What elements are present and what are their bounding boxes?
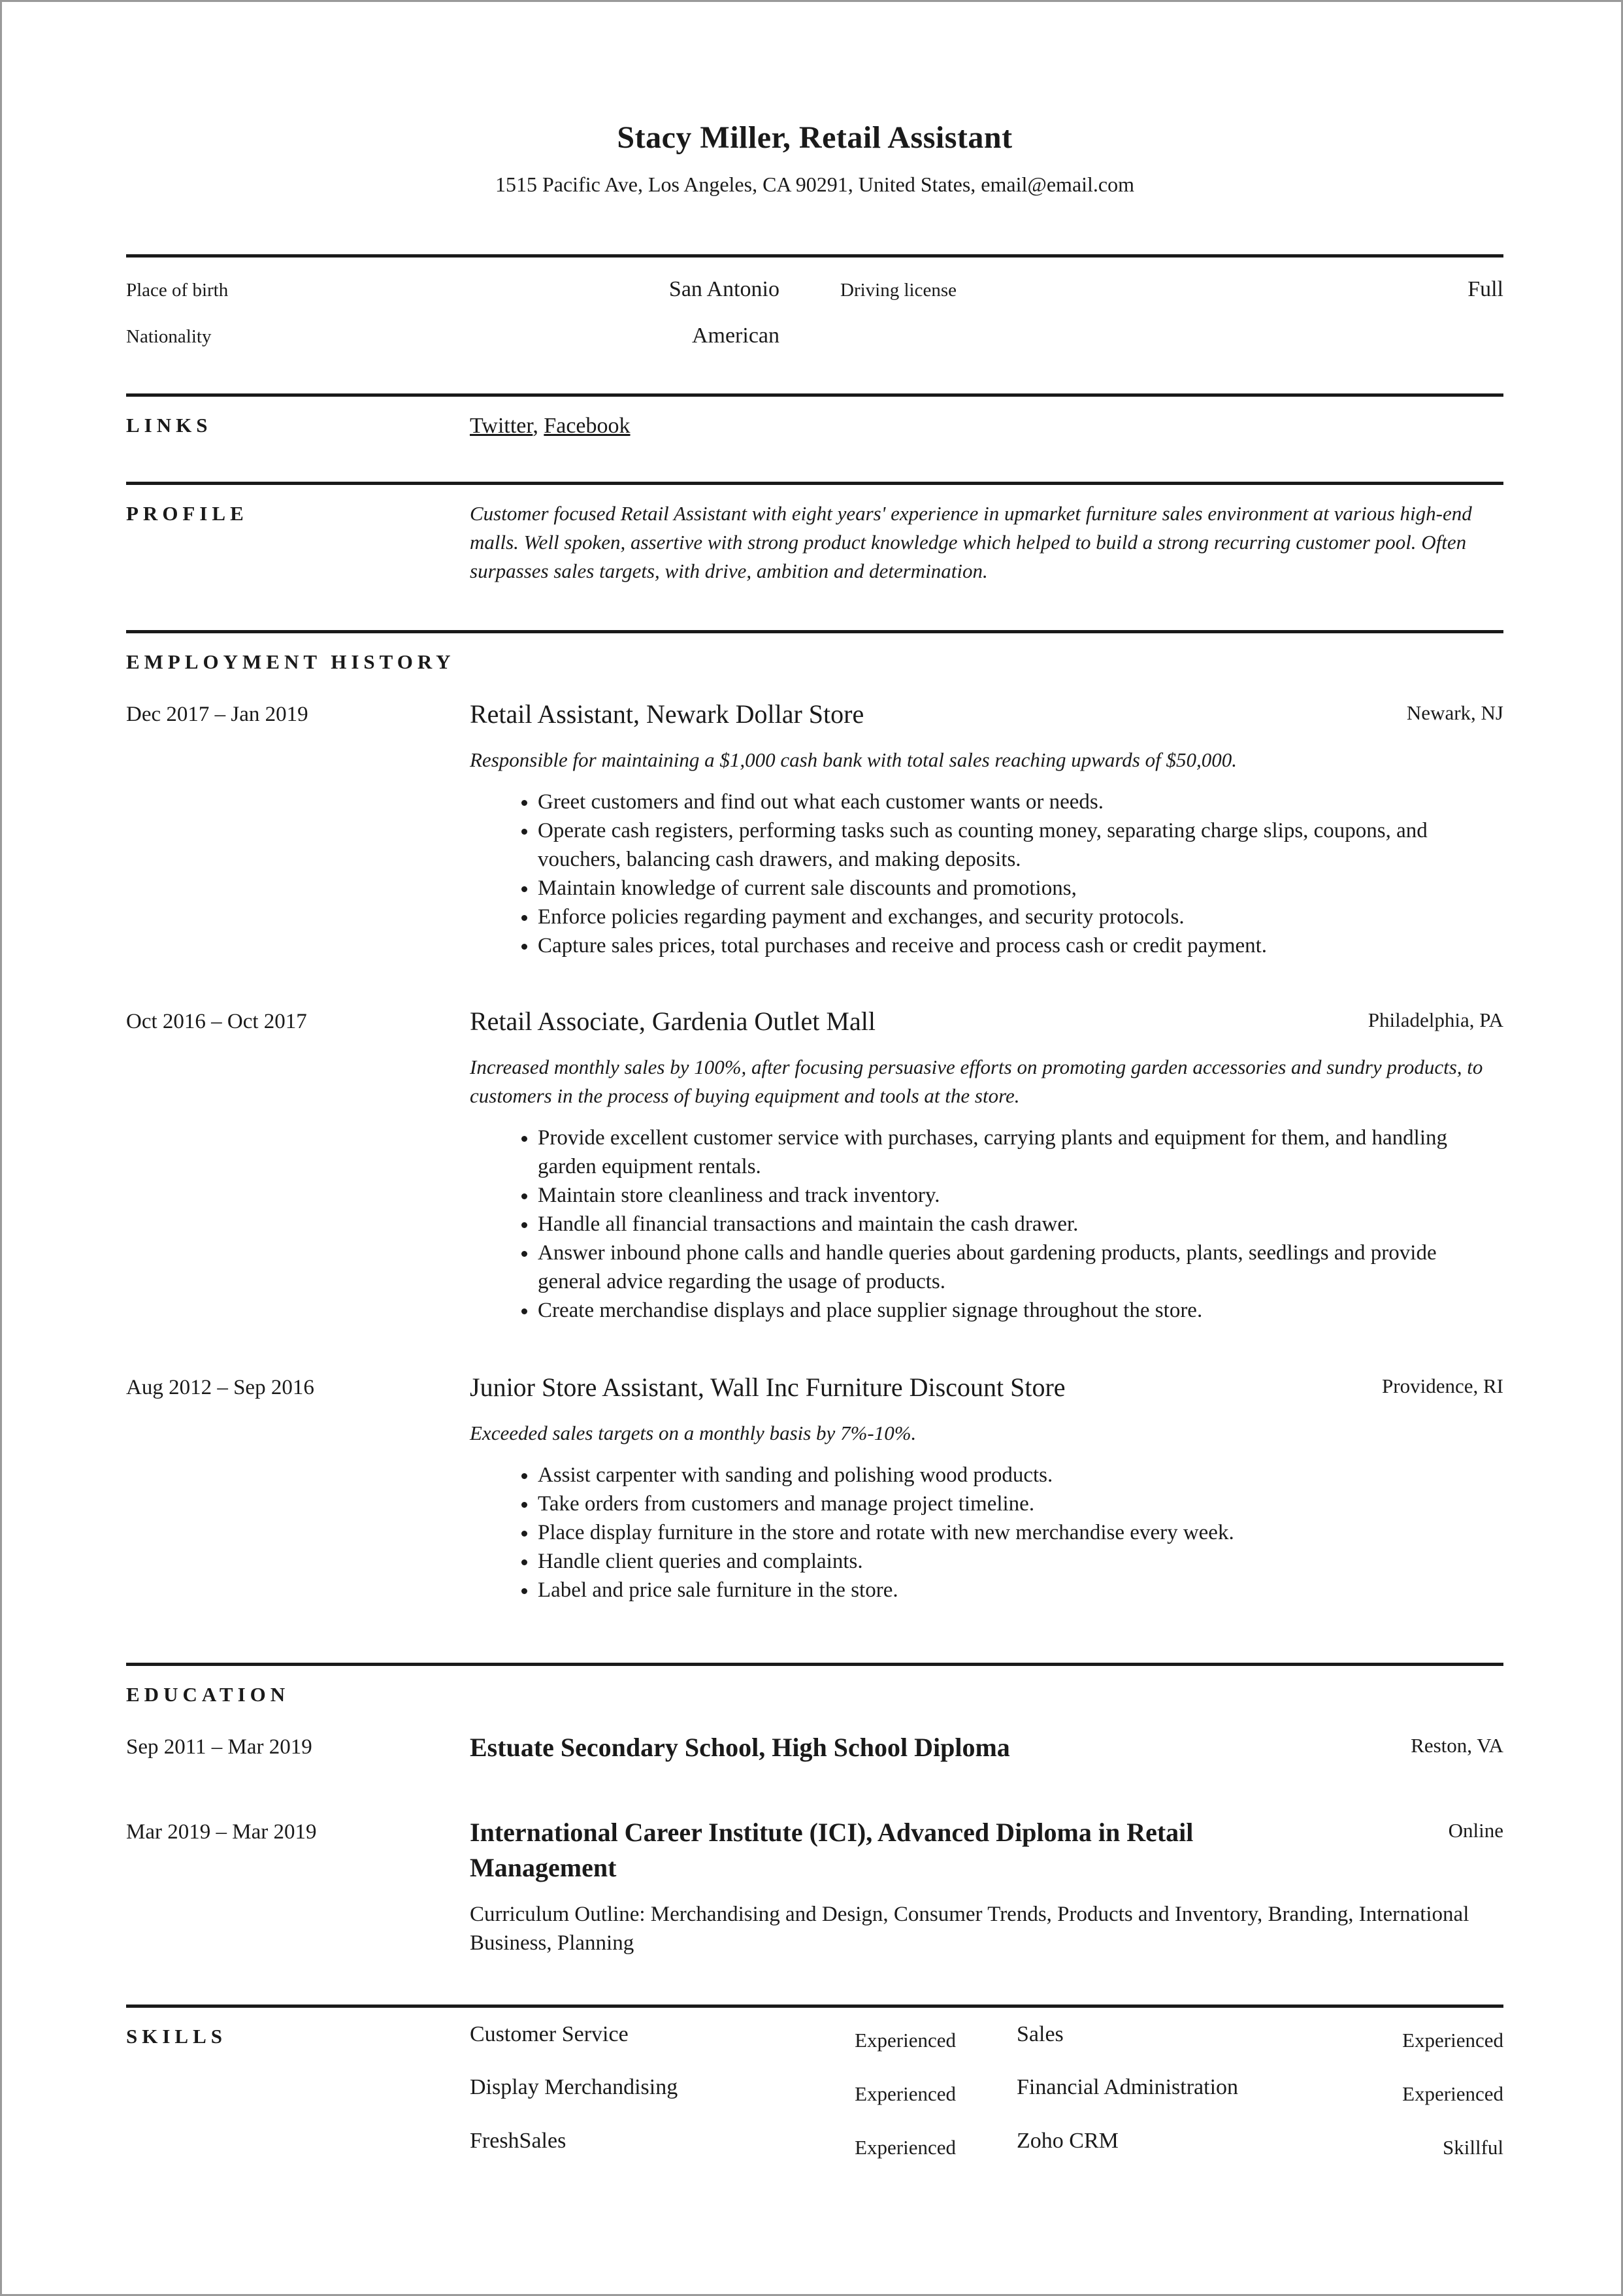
education-body [470, 1815, 1503, 1957]
facebook-link[interactable]: Facebook [544, 414, 631, 438]
list-item: • Operate cash registers, performing tasks such as counting money, separating charge slips, coupons, and vouchers, balancing cash drawers, and making deposits. [538, 816, 1503, 874]
job-bullets [470, 788, 1503, 960]
education-body [470, 1730, 1503, 1765]
job-dates: Dec 2017 – Jan 2019 [126, 703, 308, 726]
nationality-label: Nationality [126, 326, 212, 347]
job-description: Increased monthly sales by 100%, after focusing persuasive efforts on promoting garden accessories and sundry products, to customers in the process of buying equipment and tools at the store. [470, 1056, 1483, 1107]
job-bullets [470, 1461, 1503, 1605]
profile-text: Customer focused Retail Assistant with eight years' experience in upmarket furniture sales environment at various high-end malls. Well spoken, assertive with strong product knowledge which helped to build a strong recurring customer pool. Often surpasses sales targets, with drive, ambition and determination. [470, 502, 1472, 582]
list-item: • Handle client queries and complaints. [538, 1547, 1503, 1576]
job-description: Responsible for maintaining a $1,000 cash bank with total sales reaching upwards of $50,000. [470, 748, 1237, 771]
skill-level: Experienced [855, 2029, 956, 2052]
list-item: • Capture sales prices, total purchases and receive and process cash or credit payment. [538, 931, 1503, 960]
skills-section [126, 2005, 1503, 2184]
skill-name: Financial Administration [1017, 2075, 1239, 2099]
details-section [126, 254, 1503, 393]
list-item: • Place display furniture in the store and rotate with new merchandise every week. [538, 1518, 1503, 1547]
education-location: Reston, VA [1411, 1734, 1503, 1757]
job-title: Retail Associate, Gardenia Outlet Mall [470, 1007, 876, 1036]
employment-title: EMPLOYMENT HISTORY [126, 650, 455, 673]
education-title-text: Estuate Secondary School, High School Diploma [470, 1733, 1010, 1762]
education-location: Online [1448, 1819, 1503, 1842]
skill-name: FreshSales [470, 2129, 566, 2153]
skill-level: Experienced [855, 2082, 956, 2105]
job-location: Philadelphia, PA [1368, 1008, 1503, 1031]
twitter-link[interactable]: Twitter [470, 414, 533, 438]
skill-name: Display Merchandising [470, 2075, 678, 2099]
candidate-name: Stacy Miller, Retail Assistant [617, 120, 1013, 155]
list-item: • Enforce policies regarding payment and exchanges, and security protocols. [538, 903, 1503, 931]
job-location: Newark, NJ [1406, 701, 1503, 724]
job-title: Junior Store Assistant, Wall Inc Furniture Discount Store [470, 1373, 1066, 1402]
list-item: • Take orders from customers and manage project timeline. [538, 1489, 1503, 1518]
education-dates: Mar 2019 – Mar 2019 [126, 1820, 317, 1844]
list-item: • Answer inbound phone calls and handle queries about gardening products, plants, seedlings and provide general advice regarding the usage of products. [538, 1239, 1503, 1296]
job-description: Exceeded sales targets on a monthly basis by 7%-10%. [470, 1422, 917, 1444]
place-of-birth-value: San Antonio [668, 277, 779, 301]
links-section [126, 393, 1503, 482]
education-note: Curriculum Outline: Merchandising and Design, Consumer Trends, Products and Inventory, Branding, International Business, Planning [470, 1903, 1469, 1955]
skill-name: Customer Service [470, 2022, 629, 2046]
skill-level: Skillful [1442, 2136, 1503, 2159]
job-body [470, 697, 1503, 960]
education-dates: Sep 2011 – Mar 2019 [126, 1735, 312, 1759]
list-item: • Provide excellent customer service with purchases, carrying plants and equipment for them, and handling garden equipment rentals. [538, 1123, 1503, 1181]
job-location: Providence, RI [1382, 1374, 1503, 1397]
list-item: • Greet customers and find out what each customer wants or needs. [538, 788, 1503, 816]
list-item: • Assist carpenter with sanding and polishing wood products. [538, 1461, 1503, 1489]
place-of-birth-label: Place of birth [126, 280, 229, 301]
driving-license-label: Driving license [840, 280, 957, 301]
job-body [470, 1005, 1503, 1325]
employment-section [126, 630, 1503, 1663]
skill-level: Experienced [1402, 2082, 1503, 2105]
list-item: • Maintain knowledge of current sale discounts and promotions, [538, 874, 1503, 903]
contact-line: 1515 Pacific Ave, Los Angeles, CA 90291, United States, email@email.com [495, 173, 1135, 196]
list-item: • Maintain store cleanliness and track inventory. [538, 1181, 1503, 1210]
nationality-value: American [691, 324, 779, 348]
list-item: • Create merchandise displays and place supplier signage throughout the store. [538, 1296, 1503, 1325]
profile-title: PROFILE [126, 502, 248, 525]
skill-level: Experienced [1402, 2029, 1503, 2052]
job-body [470, 1371, 1503, 1605]
list-item: • Label and price sale furniture in the store. [538, 1576, 1503, 1605]
job-title: Retail Assistant, Newark Dollar Store [470, 699, 864, 729]
skills-title: SKILLS [126, 2025, 227, 2048]
education-title-text: International Career Institute (ICI), Advanced Diploma in Retail Management [470, 1818, 1194, 1882]
links-title: LINKS [126, 414, 212, 437]
job-dates: Aug 2012 – Sep 2016 [126, 1376, 314, 1399]
skill-level: Experienced [855, 2136, 956, 2159]
job-bullets [470, 1123, 1503, 1325]
links-separator: , [533, 414, 544, 438]
job-dates: Oct 2016 – Oct 2017 [126, 1010, 307, 1033]
resume-header [126, 120, 1503, 197]
list-item: • Handle all financial transactions and maintain the cash drawer. [538, 1210, 1503, 1239]
education-section [126, 1663, 1503, 2005]
links-list [470, 414, 631, 439]
resume-content [126, 254, 1503, 2184]
skill-name: Zoho CRM [1017, 2129, 1119, 2153]
profile-section [126, 482, 1503, 630]
driving-license-value: Full [1467, 277, 1503, 301]
skill-name: Sales [1017, 2022, 1064, 2046]
education-title: EDUCATION [126, 1683, 290, 1706]
